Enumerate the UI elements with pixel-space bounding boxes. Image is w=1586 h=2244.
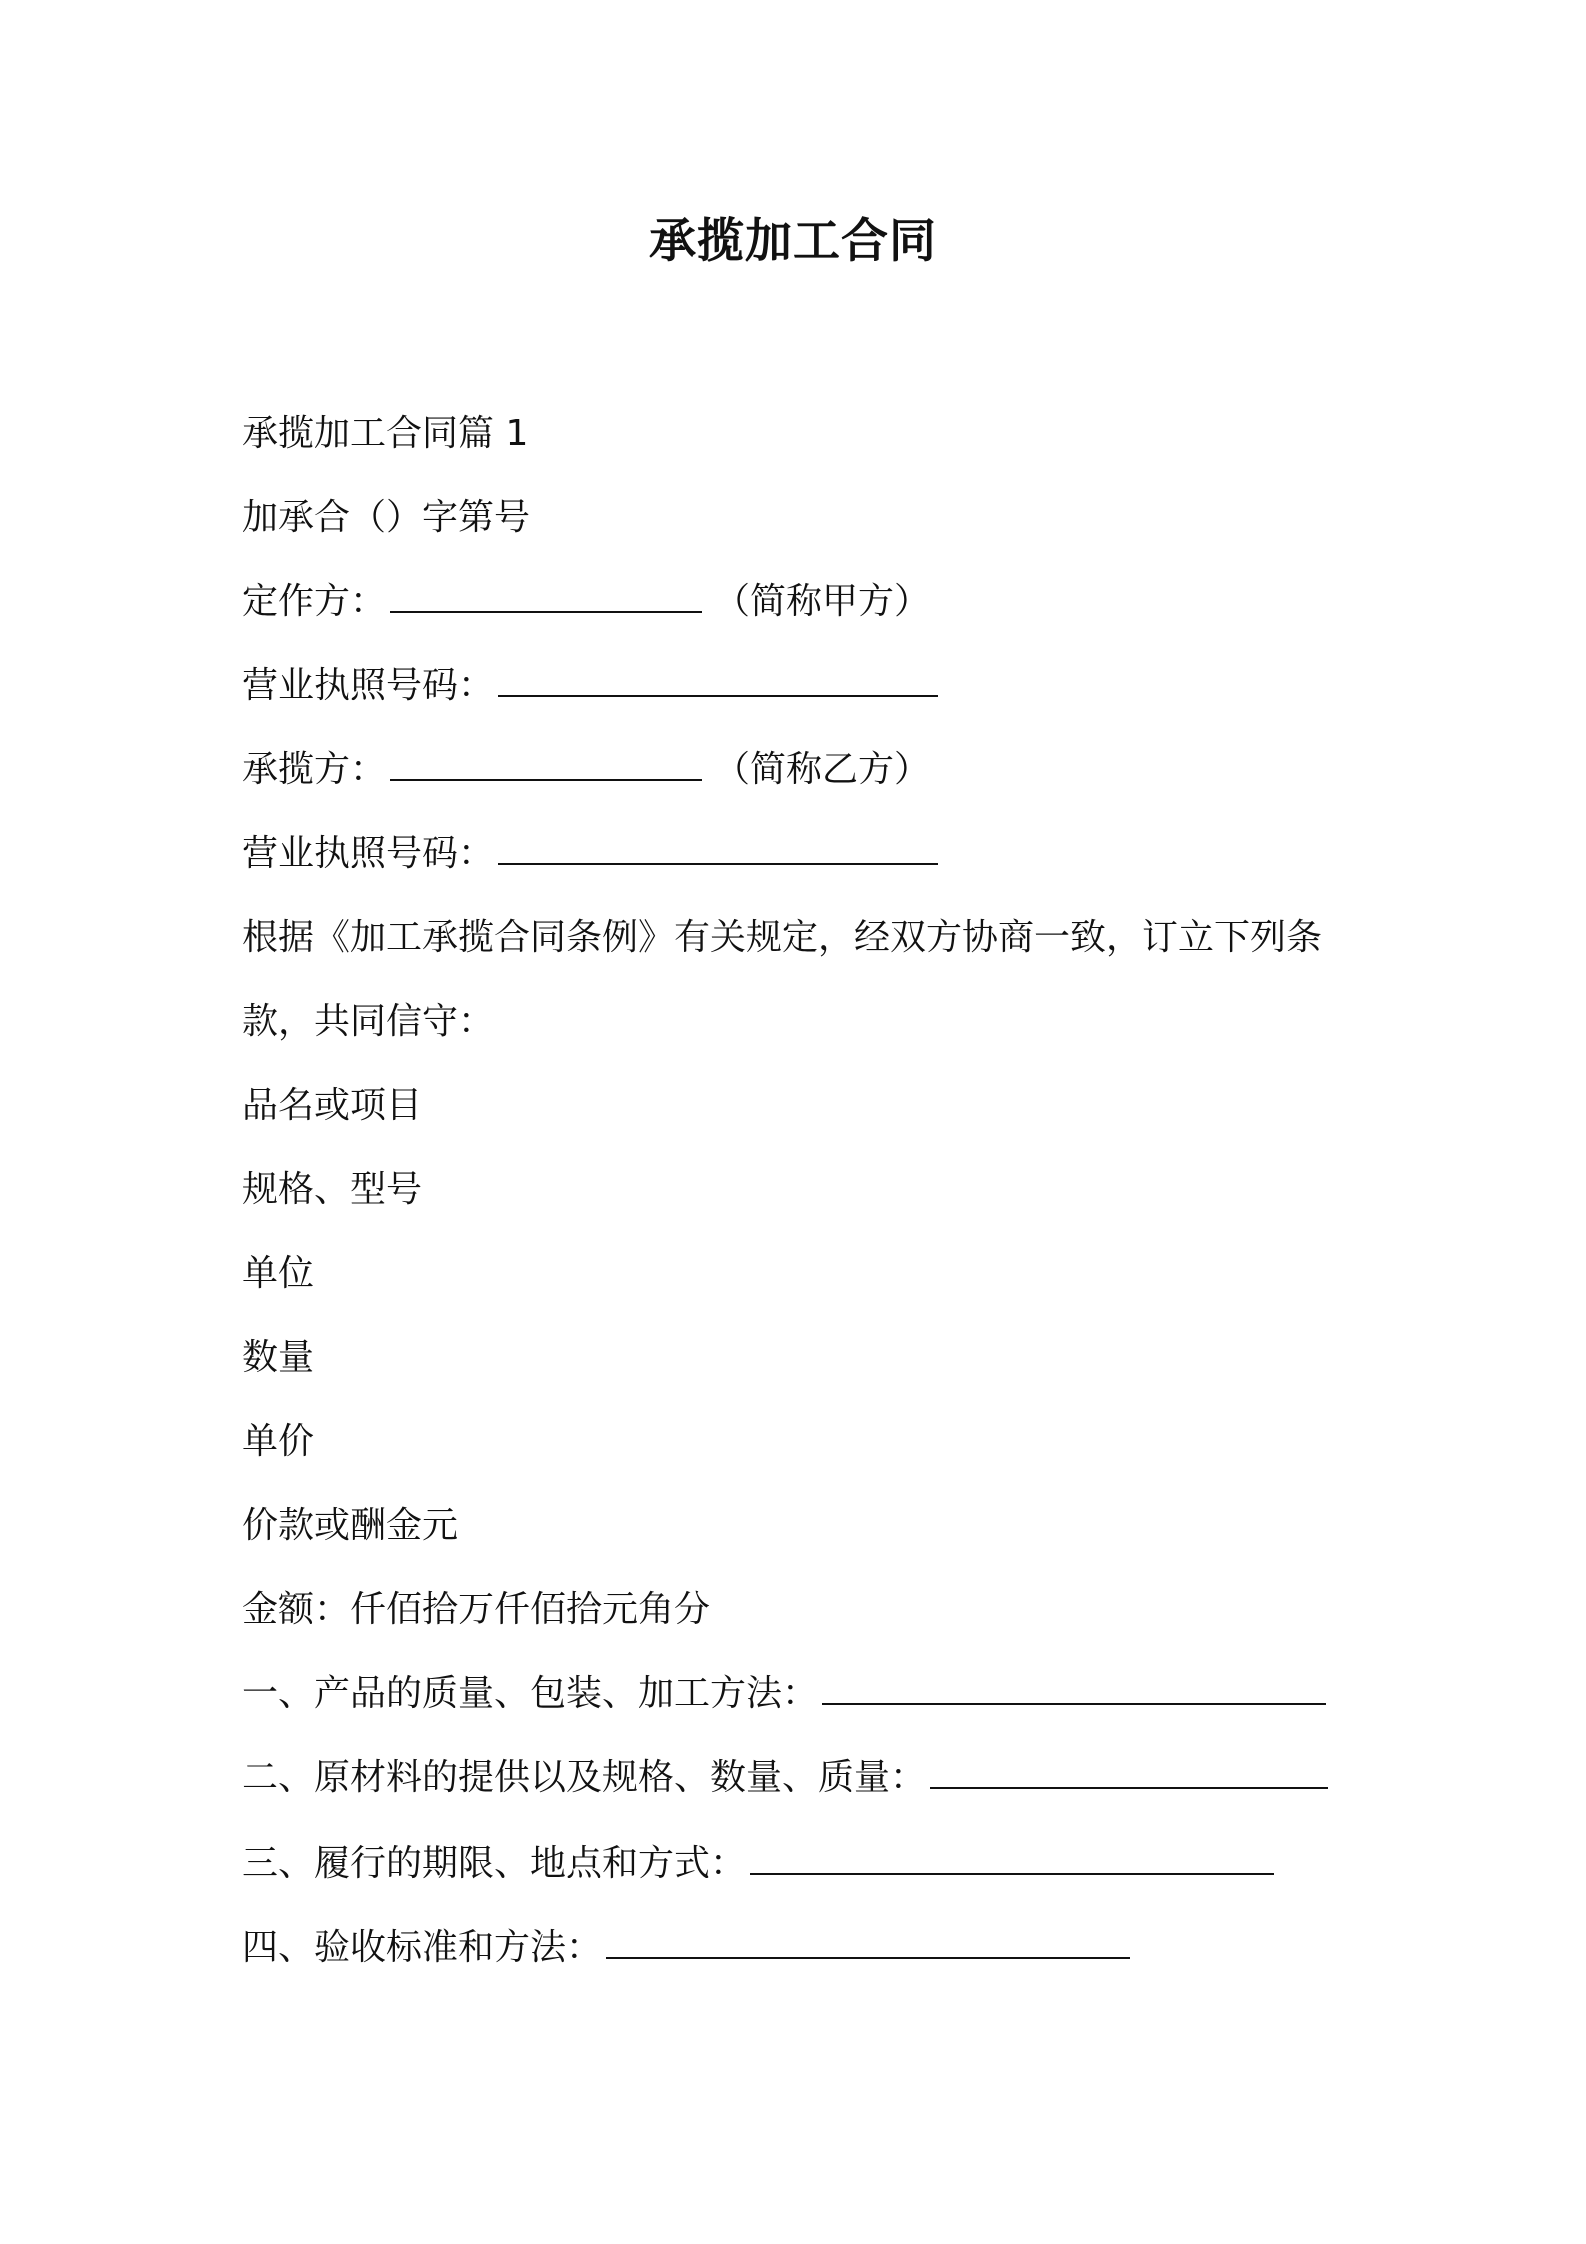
field-customer-label: 定作方：	[242, 581, 387, 622]
document-title: 承揽加工合同	[649, 214, 937, 269]
field-customer	[242, 578, 930, 626]
field-contractor-label: 承揽方：	[242, 749, 387, 790]
clause-4	[242, 1924, 1130, 1972]
clause-1-label: 一、产品的质量、包装、加工方法：	[242, 1673, 819, 1714]
contract-number: 加承合（）字第号	[242, 497, 531, 538]
field-customer-license-label: 营业执照号码：	[242, 665, 495, 706]
section-heading: 承揽加工合同篇 1	[242, 413, 529, 454]
clause-4-blank[interactable]	[606, 1927, 1130, 1959]
item-spec: 规格、型号	[242, 1169, 423, 1210]
clause-3-blank[interactable]	[750, 1843, 1274, 1875]
field-contractor-blank[interactable]	[390, 749, 702, 781]
item-payment: 价款或酬金元	[242, 1505, 459, 1546]
field-contractor-license-label: 营业执照号码：	[242, 833, 495, 874]
field-contractor-license	[242, 830, 938, 878]
clause-4-label: 四、验收标准和方法：	[242, 1927, 603, 1968]
preamble-line-1: 根据《加工承揽合同条例》有关规定，经双方协商一致，订立下列条	[242, 917, 1323, 958]
clause-2-blank[interactable]	[930, 1757, 1328, 1789]
item-product-name: 品名或项目	[242, 1085, 423, 1126]
field-contractor-license-blank[interactable]	[498, 833, 938, 865]
clause-3-label: 三、履行的期限、地点和方式：	[242, 1843, 747, 1884]
field-customer-license	[242, 662, 938, 710]
item-amount: 金额：仟佰拾万仟佰拾元角分	[242, 1589, 711, 1630]
field-contractor	[242, 746, 930, 794]
item-unit: 单位	[242, 1253, 315, 1294]
field-customer-note: （简称甲方）	[714, 581, 931, 622]
clause-2-label: 二、原材料的提供以及规格、数量、质量：	[242, 1757, 927, 1798]
field-customer-blank[interactable]	[390, 581, 702, 613]
clause-3	[242, 1840, 1274, 1888]
field-contractor-note: （简称乙方）	[714, 749, 931, 790]
field-customer-license-blank[interactable]	[498, 665, 938, 697]
clause-1-blank[interactable]	[822, 1673, 1326, 1705]
clause-1	[242, 1670, 1326, 1718]
item-quantity: 数量	[242, 1337, 315, 1378]
item-unit-price: 单价	[242, 1421, 315, 1462]
preamble-line-2: 款，共同信守：	[242, 1001, 495, 1042]
clause-2	[242, 1754, 1328, 1802]
